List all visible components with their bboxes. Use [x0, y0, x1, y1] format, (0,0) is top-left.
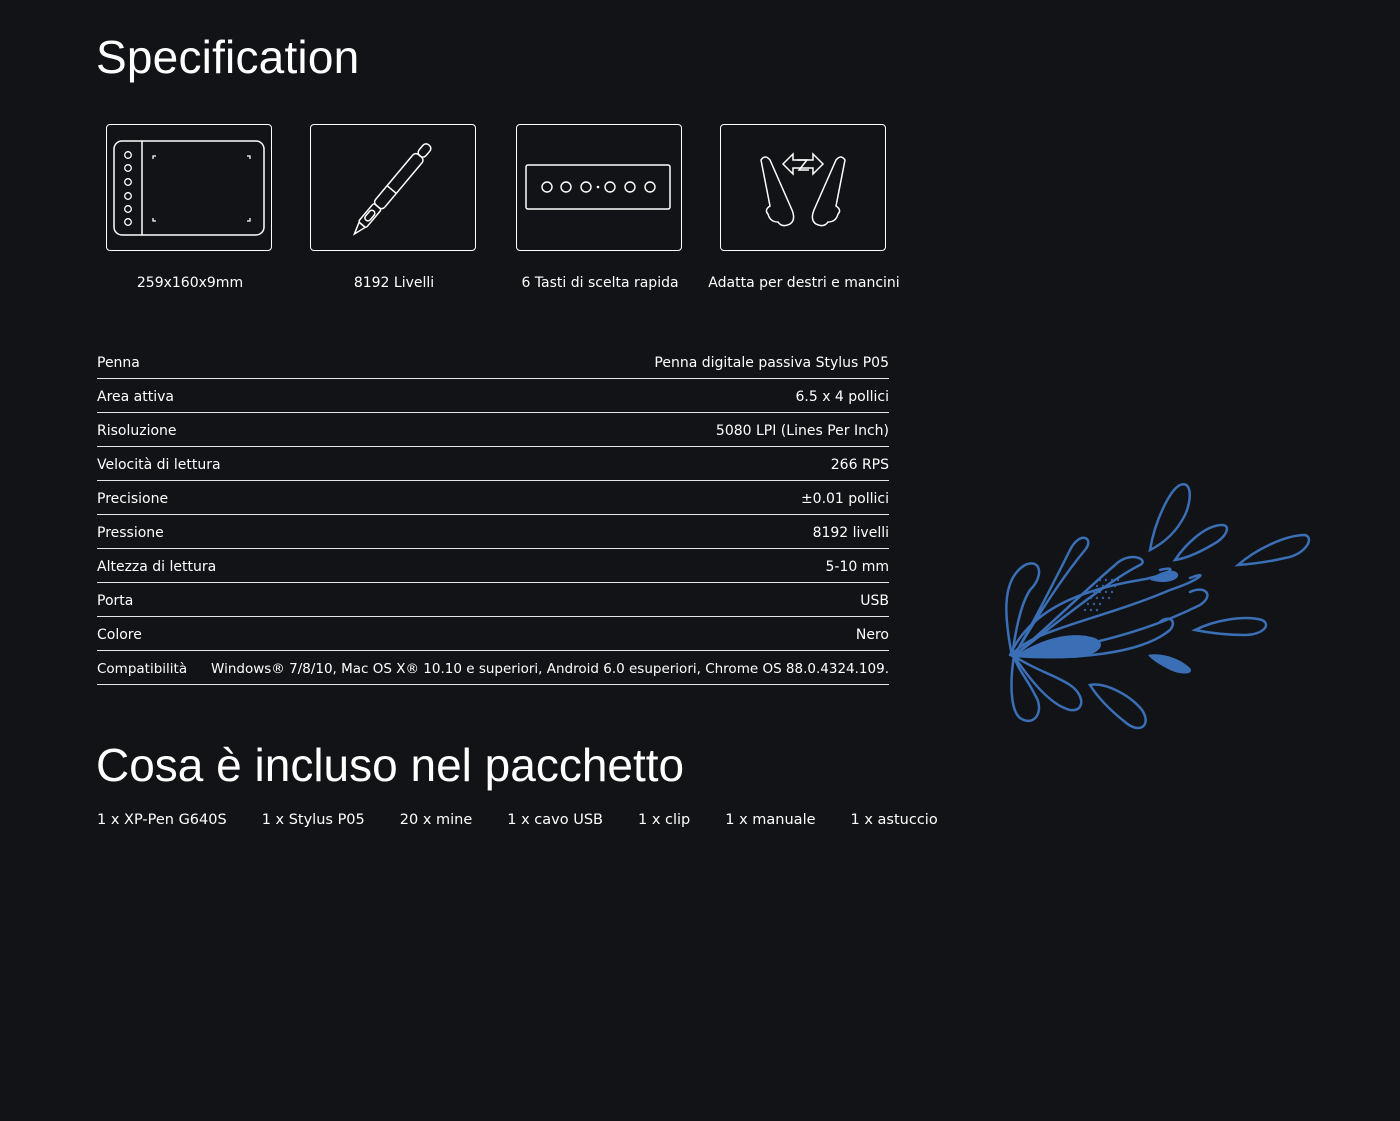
package-item: 1 x astuccio	[850, 812, 938, 828]
spec-label: Penna	[97, 354, 140, 371]
spec-row	[97, 551, 889, 583]
spec-label: Altezza di lettura	[97, 558, 217, 575]
feature-box	[310, 124, 476, 251]
shortcut-keys-icon	[524, 163, 674, 213]
spec-label: Precisione	[97, 490, 169, 507]
package-title: Cosa è incluso nel pacchetto	[96, 739, 685, 791]
spec-value: 5-10 mm	[825, 558, 889, 575]
spec-row	[97, 415, 889, 447]
feature-size	[106, 124, 274, 291]
package-item: 1 x manuale	[725, 812, 816, 828]
spec-row	[97, 347, 889, 379]
feature-caption: 6 Tasti di scelta rapida	[521, 275, 679, 291]
feature-caption: 8192 Livelli	[353, 275, 435, 291]
feature-box	[720, 124, 886, 251]
package-item: 1 x cavo USB	[507, 812, 603, 828]
spec-value: Nero	[855, 626, 889, 643]
spec-value: USB	[860, 592, 889, 609]
spec-value: 6.5 x 4 pollici	[795, 388, 889, 405]
spec-row	[97, 619, 889, 651]
spec-row	[97, 585, 889, 617]
feature-caption: 259x160x9mm	[136, 275, 244, 291]
feature-caption: Adatta per destri e mancini	[708, 275, 900, 291]
package-item: 1 x XP-Pen G640S	[97, 812, 227, 828]
spec-row	[97, 381, 889, 413]
page-title: Specification	[96, 31, 360, 83]
feature-box	[516, 124, 682, 251]
stylus-pen-icon	[333, 133, 453, 243]
spec-row	[97, 449, 889, 481]
feature-shortcut-keys	[516, 124, 684, 291]
spec-row	[97, 517, 889, 549]
spec-label: Velocità di lettura	[97, 456, 221, 473]
spec-label: Pressione	[97, 524, 164, 541]
feature-box	[106, 124, 272, 251]
spec-table	[97, 347, 889, 687]
feature-ambidextrous	[708, 124, 900, 291]
spec-value: Penna digitale passiva Stylus P05	[654, 354, 889, 371]
feature-pressure	[310, 124, 478, 291]
spec-value: ±0.01 pollici	[800, 490, 889, 507]
spec-label: Compatibilità	[97, 660, 188, 677]
left-right-hand-icon	[743, 138, 863, 238]
spec-label: Risoluzione	[97, 422, 177, 439]
spec-value: 5080 LPI (Lines Per Inch)	[715, 422, 889, 439]
spec-label: Area attiva	[97, 388, 174, 405]
spec-value: 266 RPS	[830, 456, 889, 473]
spec-value: Windows® 7/8/10, Mac OS X® 10.10 e superiori, Android 6.0 esuperiori, Chrome OS 88.0.4324.109.	[211, 660, 889, 677]
spec-value: 8192 livelli	[812, 524, 889, 541]
package-item: 1 x clip	[638, 812, 691, 828]
package-item: 1 x Stylus P05	[261, 812, 365, 828]
spec-row	[97, 653, 889, 685]
spec-row	[97, 483, 889, 515]
spec-label: Colore	[97, 626, 142, 643]
spec-label: Porta	[97, 592, 134, 609]
package-list	[97, 812, 938, 828]
package-item: 20 x mine	[399, 812, 473, 828]
splash-illustration	[1000, 470, 1320, 750]
tablet-icon	[111, 138, 267, 238]
